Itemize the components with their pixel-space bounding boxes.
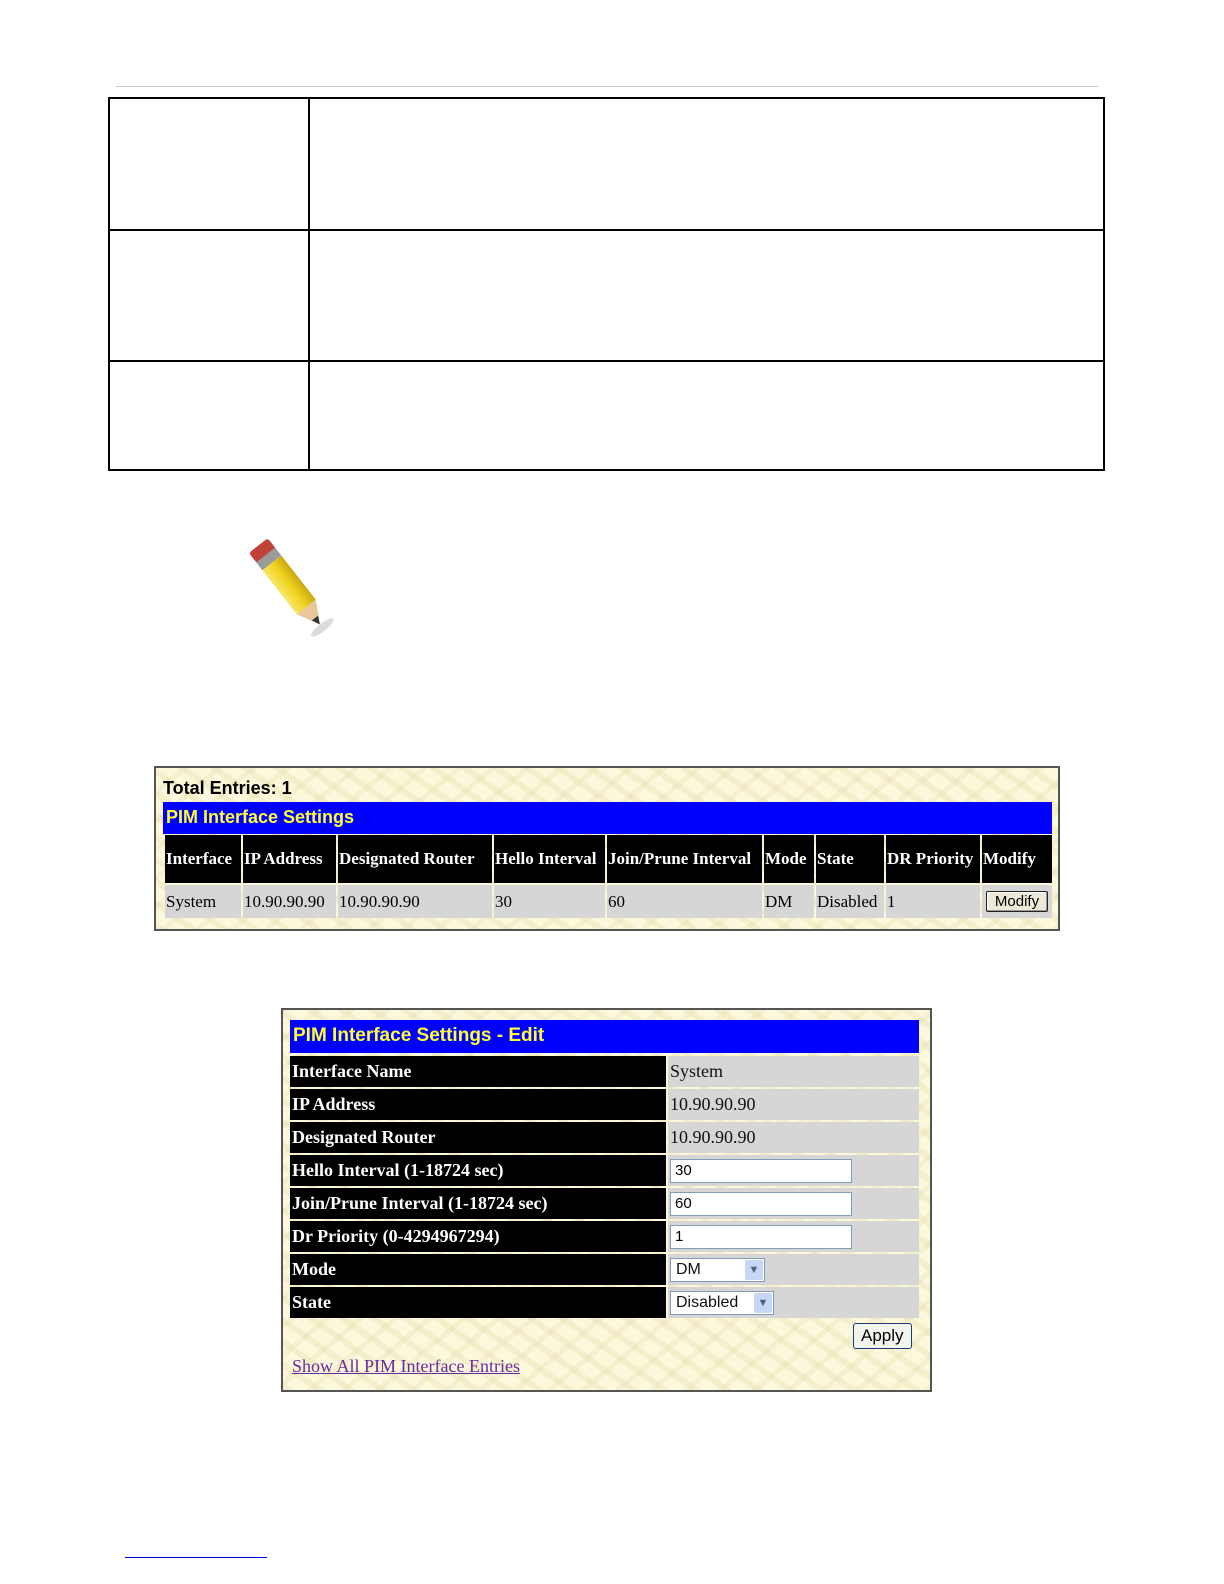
cell-modify bbox=[982, 883, 1052, 918]
apply-button[interactable]: Apply bbox=[853, 1323, 912, 1349]
pim-interface-table bbox=[163, 835, 1054, 918]
pim-interface-settings-title: PIM Interface Settings bbox=[163, 802, 1052, 834]
hello-interval-input[interactable] bbox=[670, 1159, 852, 1183]
total-entries-label: Total Entries: 1 bbox=[163, 778, 292, 798]
state-label: State bbox=[290, 1287, 666, 1318]
pim-interface-edit-panel bbox=[281, 1008, 932, 1392]
show-all-pim-interface-entries-link[interactable]: Show All PIM Interface Entries bbox=[292, 1356, 520, 1376]
cell-hello-interval: 30 bbox=[494, 883, 605, 918]
state-select[interactable] bbox=[670, 1291, 774, 1315]
column-header-designated-router: Designated Router bbox=[338, 835, 492, 883]
mode-label: Mode bbox=[290, 1254, 666, 1285]
join-prune-interval-input[interactable] bbox=[670, 1192, 852, 1216]
cell-interface: System bbox=[165, 883, 241, 918]
dr-priority-input[interactable] bbox=[670, 1225, 852, 1249]
cell-state: Disabled bbox=[816, 883, 884, 918]
interface-name-label: Interface Name bbox=[290, 1056, 666, 1087]
interface-name-value: System bbox=[666, 1056, 919, 1087]
ip-address-label: IP Address bbox=[290, 1089, 666, 1120]
mode-selected-value: DM bbox=[676, 1260, 701, 1278]
column-header-hello-interval: Hello Interval bbox=[494, 835, 605, 883]
chevron-down-icon[interactable]: ▼ bbox=[754, 1293, 772, 1313]
param-desc-cell bbox=[309, 361, 1104, 470]
column-header-state: State bbox=[816, 835, 884, 883]
table-row bbox=[165, 883, 1052, 918]
column-header-interface: Interface bbox=[165, 835, 241, 883]
parameter-description-table bbox=[108, 97, 1105, 471]
cell-dr-priority: 1 bbox=[886, 883, 980, 918]
pencil-icon bbox=[236, 522, 336, 640]
chevron-down-icon[interactable]: ▼ bbox=[745, 1260, 763, 1280]
param-desc-cell bbox=[309, 230, 1104, 361]
param-name-cell bbox=[109, 98, 309, 230]
modify-button[interactable]: Modify bbox=[986, 891, 1048, 912]
footer-link-underline bbox=[125, 1557, 267, 1558]
hello-interval-label: Hello Interval (1-18724 sec) bbox=[290, 1155, 666, 1186]
column-header-join-prune-interval: Join/Prune Interval bbox=[607, 835, 762, 883]
ip-address-value: 10.90.90.90 bbox=[666, 1089, 919, 1120]
column-header-mode: Mode bbox=[764, 835, 814, 883]
param-desc-cell bbox=[309, 98, 1104, 230]
designated-router-value: 10.90.90.90 bbox=[666, 1122, 919, 1153]
column-header-ip-address: IP Address bbox=[243, 835, 336, 883]
param-name-cell bbox=[109, 230, 309, 361]
state-selected-value: Disabled bbox=[676, 1293, 739, 1311]
cell-mode: DM bbox=[764, 883, 814, 918]
page-header-rule bbox=[116, 86, 1098, 87]
mode-select[interactable] bbox=[670, 1258, 765, 1282]
column-header-dr-priority: DR Priority bbox=[886, 835, 980, 883]
cell-join-prune-interval: 60 bbox=[607, 883, 762, 918]
pim-interface-list-panel bbox=[154, 766, 1060, 931]
pim-interface-edit-title: PIM Interface Settings - Edit bbox=[290, 1020, 919, 1053]
dr-priority-label: Dr Priority (0-4294967294) bbox=[290, 1221, 666, 1252]
cell-designated-router: 10.90.90.90 bbox=[338, 883, 492, 918]
pim-interface-edit-form bbox=[290, 1054, 919, 1320]
column-header-modify: Modify bbox=[982, 835, 1052, 883]
param-name-cell bbox=[109, 361, 309, 470]
designated-router-label: Designated Router bbox=[290, 1122, 666, 1153]
cell-ip-address: 10.90.90.90 bbox=[243, 883, 336, 918]
join-prune-interval-label: Join/Prune Interval (1-18724 sec) bbox=[290, 1188, 666, 1219]
